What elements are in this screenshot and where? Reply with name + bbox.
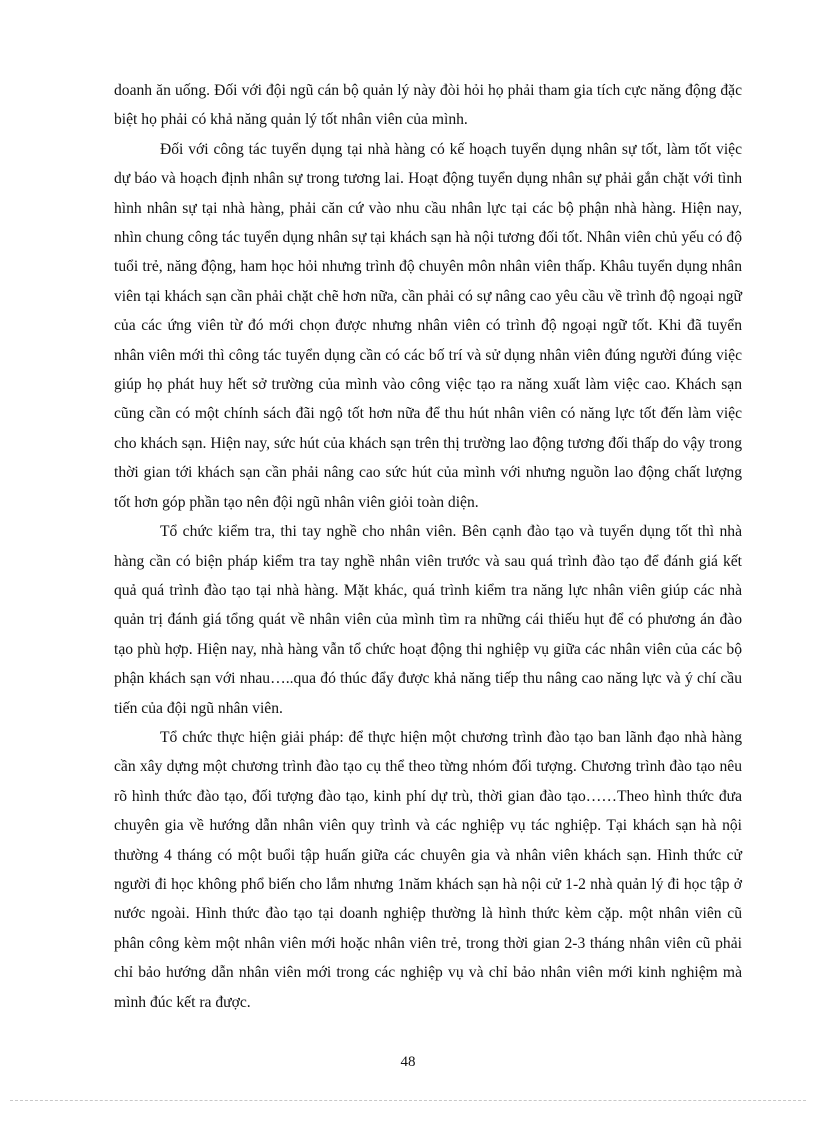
paragraph-skill-testing: Tổ chức kiểm tra, thi tay nghề cho nhân viên. Bên cạnh đào tạo và tuyển dụng tốt thì nhà hàng cần có biện pháp kiểm tra tay nghề nhân viên trước và sau quá trình đào tạo để đánh giá kết quả quá trình đào tạo tại nhà hàng. Mặt khác, quá trình kiểm tra năng lực nhân viên giúp các nhà quản trị đánh giá tổng quát về nhân viên của mình tìm ra những cái thiếu hụt để có phương án đào tạo phù hợp. Hiện nay, nhà hàng vẫn tổ chức hoạt động thi nghiệp vụ giữa các nhân viên của các bộ phận khách sạn với nhau…..qua đó thúc đẩy được khả năng tiếp thu nâng cao năng lực và ý chí cầu tiến của đội ngũ nhân viên. xyxy=(114,523,742,717)
paragraph-implementation: Tổ chức thực hiện giải pháp: để thực hiện một chương trình đào tạo ban lãnh đạo nhà hàng cần xây dựng một chương trình đào tạo cụ thể theo từng nhóm đối tượng. Chương trình đào tạo nêu rõ hình thức đào tạo, đối tượng đào tạo, kinh phí dự trù, thời gian đào tạo……Theo hình thức đưa chuyên gia về hướng dẫn nhân viên quy trình và các nghiệp vụ tác nghiệp. Tại khách sạn hà nội thường 4 tháng có một buổi tập huấn giữa các chuyên gia và nhân viên khách sạn. Hình thức cử người đi học không phổ biến cho lắm nhưng 1năm khách sạn hà nội cử 1-2 nhà quản lý đi học tập ở nước ngoài. Hình thức đào tạo tại doanh nghiệp thường là hình thức kèm cặp. một nhân viên cũ phân công kèm một nhân viên mới hoặc nhân viên trẻ, trong thời gian 2-3 tháng nhân viên cũ phải chỉ bảo hướng dẫn nhân viên mới trong các nghiệp vụ và chỉ bảo nhân viên mới kinh nghiệm mà mình đúc kết ra được. xyxy=(114,728,742,1011)
paragraph-continuation: doanh ăn uống. Đối với đội ngũ cán bộ quản lý này đòi hỏi họ phải tham gia tích cực năng động đặc biệt họ phải có khả năng quản lý tốt nhân viên của mình. xyxy=(114,82,742,129)
page-number: 48 xyxy=(400,1054,416,1070)
paragraph-recruitment: Đối với công tác tuyển dụng tại nhà hàng có kế hoạch tuyển dụng nhân sự tốt, làm tốt việc dự báo và hoạch định nhân sự trong tương lai. Hoạt động tuyển dụng nhân sự phải gắn chặt với tình hình nhân sự tại nhà hàng, phải căn cứ vào nhu cầu nhân lực tại các bộ phận nhà hàng. Hiện nay, nhìn chung công tác tuyển dụng nhân sự tại khách sạn hà nội tương đối tốt. Nhân viên chủ yếu có độ tuổi trẻ, năng động, ham học hỏi nhưng trình độ chuyên môn nhân viên thấp. Khâu tuyển dụng nhân viên tại khách sạn cần phải chặt chẽ hơn nữa, cần phải có sự nâng cao yêu cầu về trình độ ngoại ngữ của các ứng viên từ đó mới chọn được nhưng nhân viên có trình độ ngoại ngữ tốt. Khi đã tuyển nhân viên mới thì công tác tuyển dụng cần có các bố trí và sử dụng nhân viên đúng người đúng việc giúp họ phát huy hết sở trường của mình vào công việc tạo ra năng xuất làm việc cao. Khách sạn cũng cần có một chính sách đãi ngộ tốt hơn nữa để thu hút nhân viên có năng lực tốt đến làm việc cho khách sạn. Hiện nay, sức hút của khách sạn trên thị trường lao động tương đối thấp do vậy trong thời gian tới khách sạn cần phải nâng cao sức hút của mình với nhưng nguồn lao động chất lượng tốt hơn góp phần tạo nên đội ngũ nhân viên giỏi toàn diện. xyxy=(114,140,742,511)
page-bottom-divider xyxy=(10,1100,806,1101)
body-text xyxy=(114,76,742,1017)
